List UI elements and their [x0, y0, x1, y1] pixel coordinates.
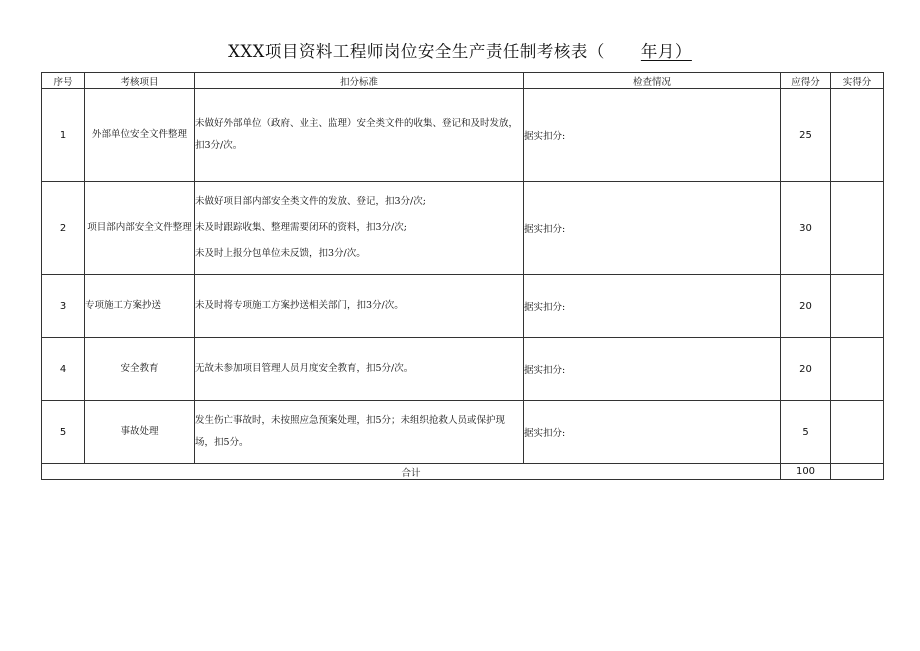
table-row: [42, 275, 884, 338]
row-actual[interactable]: [831, 182, 884, 275]
row-actual[interactable]: [831, 275, 884, 338]
row-actual[interactable]: [831, 89, 884, 182]
table-row: [42, 89, 884, 182]
total-score: 100: [781, 464, 831, 480]
row-check[interactable]: 据实扣分:: [524, 275, 781, 338]
header-no: 序号: [42, 73, 85, 89]
assessment-table: [41, 72, 884, 480]
row-actual[interactable]: [831, 401, 884, 464]
criteria-line: 未及时上报分包单位未反馈，扣3分/次。: [195, 248, 366, 259]
criteria-line: 未及时将专项施工方案抄送相关部门，扣3分/次。: [195, 300, 404, 311]
table-row: [42, 401, 884, 464]
header-item: 考核项目: [85, 73, 195, 89]
row-check[interactable]: 据实扣分:: [524, 182, 781, 275]
header-row: [42, 73, 884, 89]
row-criteria: [195, 338, 524, 401]
row-score: 20: [781, 338, 831, 401]
criteria-line: 未做好项目部内部安全类文件的发放、登记，扣3分/次;: [195, 196, 426, 207]
criteria-line: 未及时跟踪收集、整理需要闭环的资料，扣3分/次;: [195, 222, 407, 233]
total-row: [42, 464, 884, 480]
table-row: [42, 182, 884, 275]
row-number: 1: [42, 89, 85, 182]
row-item: 安全教育: [85, 338, 195, 401]
row-check[interactable]: 据实扣分:: [524, 401, 781, 464]
criteria-line: 未做好外部单位（政府、业主、监理）安全类文件的收集、登记和及时发放，扣3分/次。: [195, 118, 519, 151]
row-criteria: [195, 401, 524, 464]
row-number: 3: [42, 275, 85, 338]
title-year-month: 年月）: [640, 42, 692, 61]
row-score: 5: [781, 401, 831, 464]
row-check[interactable]: 据实扣分:: [524, 89, 781, 182]
criteria-line: 无故未参加项目管理人员月度安全教育，扣5分/次。: [195, 363, 414, 374]
row-number: 2: [42, 182, 85, 275]
row-item: 外部单位安全文件整理: [85, 89, 195, 182]
total-label: 合计: [42, 464, 781, 480]
row-score: 25: [781, 89, 831, 182]
header-criteria: 扣分标准: [195, 73, 524, 89]
criteria-line: 发生伤亡事故时，未按照应急预案处理，扣5分；未组织抢救人员或保护现场，扣5分。: [195, 415, 506, 448]
row-score: 30: [781, 182, 831, 275]
page-title: [0, 38, 920, 62]
row-criteria: [195, 89, 524, 182]
row-criteria: [195, 182, 524, 275]
header-check: 检查情况: [524, 73, 781, 89]
row-actual[interactable]: [831, 338, 884, 401]
row-item: 事故处理: [85, 401, 195, 464]
row-score: 20: [781, 275, 831, 338]
row-number: 5: [42, 401, 85, 464]
row-criteria: [195, 275, 524, 338]
row-number: 4: [42, 338, 85, 401]
table-row: [42, 338, 884, 401]
row-item: 项目部内部安全文件整理: [85, 182, 195, 275]
header-actual: 实得分: [831, 73, 884, 89]
title-main: XXX项目资料工程师岗位安全生产责任制考核表（: [228, 42, 605, 61]
total-actual[interactable]: [831, 464, 884, 480]
row-item: 专项施工方案抄送: [85, 275, 195, 338]
row-check[interactable]: 据实扣分:: [524, 338, 781, 401]
header-score: 应得分: [781, 73, 831, 89]
